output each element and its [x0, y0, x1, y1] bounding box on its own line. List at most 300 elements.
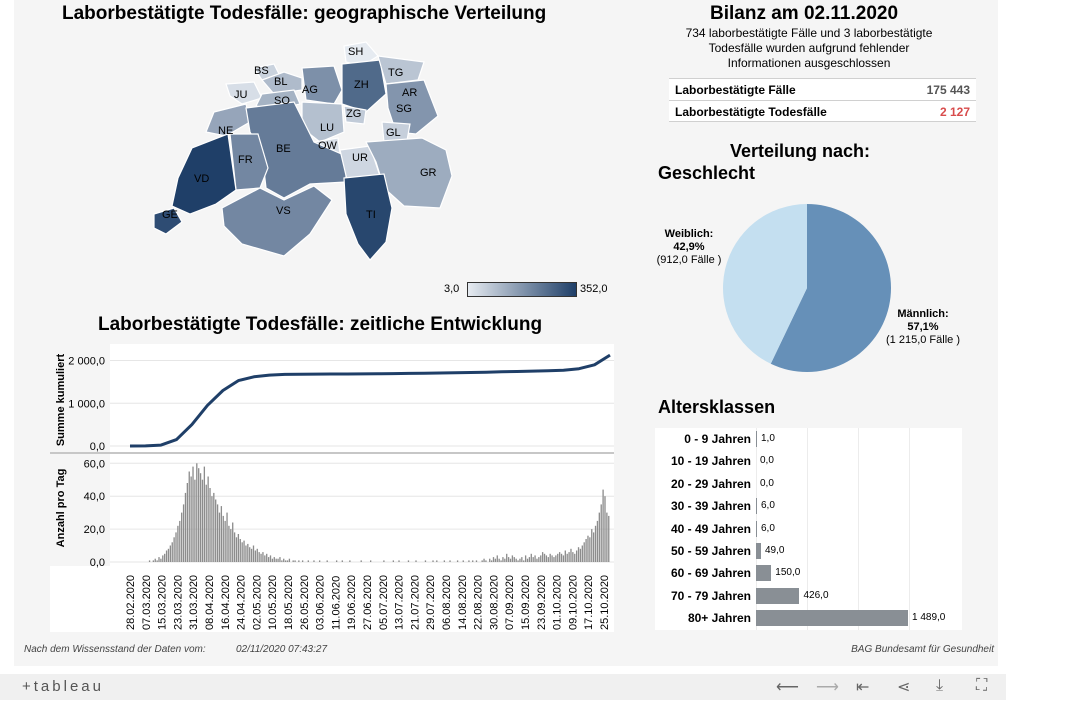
daily-bar[interactable]	[578, 547, 579, 562]
daily-tick-label: 20,0	[83, 524, 105, 537]
tableau-toolbar	[0, 674, 1006, 700]
daily-bar[interactable]	[198, 468, 199, 562]
daily-bar[interactable]	[457, 560, 458, 562]
daily-bar[interactable]	[272, 559, 273, 562]
daily-bar[interactable]	[187, 483, 188, 562]
daily-bar[interactable]	[587, 536, 588, 562]
date-tick-label: 29.07.2020	[425, 574, 438, 630]
age-gridline	[858, 428, 859, 630]
daily-bar[interactable]	[415, 560, 416, 562]
download-icon[interactable]: ⤓	[936, 677, 944, 694]
daily-bar[interactable]	[468, 560, 469, 562]
canton-label: GR	[420, 167, 437, 179]
daily-bar[interactable]	[232, 523, 233, 563]
age-label: 40 - 49 Jahren	[670, 521, 751, 536]
daily-bar[interactable]	[179, 521, 180, 562]
daily-bar[interactable]	[166, 551, 167, 563]
cum-ylabel: Summe kumuliert	[55, 353, 67, 447]
female-count: (912,0 Fälle )	[656, 254, 722, 266]
age-value: 0,0	[760, 455, 774, 467]
age-label: 30 - 39 Jahren	[670, 499, 751, 514]
daily-bar[interactable]	[533, 557, 534, 562]
daily-bar[interactable]	[172, 542, 173, 562]
daily-bar[interactable]	[206, 485, 207, 562]
daily-bar[interactable]	[219, 513, 220, 562]
canton-label: VS	[276, 205, 291, 217]
daily-bar[interactable]	[510, 559, 511, 562]
daily-ylabel: Anzahl pro Tag	[55, 468, 67, 548]
male-count: (1 215,0 Fälle )	[886, 334, 960, 346]
daily-bar[interactable]	[512, 555, 513, 562]
daily-bar[interactable]	[463, 560, 464, 562]
age-label: 60 - 69 Jahren	[670, 566, 751, 581]
date-tick-label: 09.10.2020	[567, 574, 580, 630]
daily-bar[interactable]	[563, 555, 564, 562]
daily-bar[interactable]	[444, 560, 445, 562]
age-value: 426,0	[803, 589, 829, 601]
daily-bar[interactable]	[585, 539, 586, 562]
age-value: 1 489,0	[912, 612, 946, 624]
daily-bar[interactable]	[336, 560, 337, 562]
summary-note-line2: Todesfälle wurden aufgrund fehlender	[708, 41, 910, 55]
daily-bar[interactable]	[504, 559, 505, 562]
daily-bar[interactable]	[255, 551, 256, 563]
canton-label: TG	[388, 67, 404, 79]
age-label: 50 - 59 Jahren	[670, 544, 751, 558]
daily-bar[interactable]	[519, 559, 520, 562]
daily-bar[interactable]	[249, 547, 250, 562]
date-tick-label: 05.07.2020	[377, 574, 390, 630]
daily-bar[interactable]	[260, 554, 261, 562]
date-tick-label: 16.04.2020	[219, 574, 232, 630]
daily-bar[interactable]	[500, 560, 501, 562]
daily-bar[interactable]	[502, 557, 503, 562]
daily-bar[interactable]	[557, 554, 558, 562]
daily-bar[interactable]	[192, 467, 193, 562]
age-label: 0 - 9 Jahren	[684, 432, 751, 446]
daily-bar[interactable]	[349, 560, 350, 562]
daily-bar[interactable]	[170, 546, 171, 563]
age-label: 20 - 29 Jahren	[670, 476, 751, 491]
canton-label: JU	[234, 89, 248, 101]
date-tick-label: 01.10.2020	[551, 574, 564, 630]
daily-bar[interactable]	[207, 477, 208, 563]
legend-max: 352,0	[580, 283, 608, 295]
date-tick-label: 15.03.2020	[156, 574, 169, 630]
daily-bar[interactable]	[181, 513, 182, 562]
daily-bar[interactable]	[245, 546, 246, 563]
age-bar[interactable]	[756, 610, 908, 626]
daily-bar[interactable]	[514, 557, 515, 562]
daily-bar[interactable]	[327, 560, 328, 562]
date-tick-label: 21.07.2020	[409, 574, 422, 630]
daily-bar[interactable]	[499, 559, 500, 562]
daily-bar[interactable]	[544, 554, 545, 562]
daily-bar[interactable]	[202, 480, 203, 562]
date-tick-label: 23.03.2020	[172, 574, 185, 630]
daily-bar[interactable]	[540, 555, 541, 562]
daily-bar[interactable]	[580, 549, 581, 562]
gender-title-line2: Geschlecht	[658, 163, 756, 183]
age-value: 49,0	[765, 545, 785, 556]
daily-bar[interactable]	[183, 504, 184, 562]
cum-tick-label: 1 000,0	[68, 398, 105, 411]
canton-label: UR	[352, 152, 368, 164]
cum-tick-label: 0,0	[89, 441, 105, 453]
daily-bar[interactable]	[559, 552, 560, 562]
daily-bar[interactable]	[567, 554, 568, 562]
daily-bar[interactable]	[213, 493, 214, 562]
footer-source: BAG Bundesamt für Gesundheit	[851, 644, 994, 655]
daily-bar[interactable]	[538, 557, 539, 562]
canton-label: FR	[238, 154, 253, 166]
date-tick-label: 07.09.2020	[504, 574, 517, 630]
date-tick-label: 23.09.2020	[535, 574, 548, 630]
date-tick-label: 15.09.2020	[520, 574, 532, 630]
cum-tick-label: 2 000,0	[68, 355, 105, 368]
footer-date-value: 02/11/2020 07:43:27	[236, 644, 328, 655]
date-tick-label: 27.06.2020	[362, 574, 374, 630]
date-tick-label: 19.06.2020	[346, 574, 359, 630]
canton-label: AR	[402, 87, 418, 99]
daily-bar[interactable]	[164, 554, 165, 562]
daily-bar[interactable]	[289, 559, 290, 562]
date-tick-label: 22.08.2020	[472, 574, 485, 630]
daily-bar[interactable]	[527, 559, 528, 562]
daily-bar[interactable]	[529, 557, 530, 562]
daily-bar[interactable]	[570, 549, 571, 562]
daily-bar[interactable]	[215, 500, 216, 563]
daily-bar[interactable]	[576, 551, 577, 563]
legend-min: 3,0	[444, 283, 460, 295]
daily-bar[interactable]	[608, 516, 609, 562]
age-label: 80+ Jahren	[687, 611, 751, 626]
daily-bar[interactable]	[572, 552, 573, 562]
daily-bar[interactable]	[177, 526, 178, 562]
daily-bar[interactable]	[228, 526, 229, 562]
daily-bar[interactable]	[196, 463, 197, 562]
daily-bar[interactable]	[223, 516, 224, 562]
male-name: Männlich:	[897, 308, 949, 320]
daily-bar[interactable]	[211, 496, 212, 562]
daily-bar[interactable]	[593, 532, 594, 562]
canton-label: NE	[218, 125, 234, 137]
age-value: 0,0	[760, 477, 774, 489]
age-bar[interactable]	[756, 543, 761, 559]
daily-bar[interactable]	[185, 493, 186, 562]
daily-bar[interactable]	[287, 560, 288, 562]
tableau-logo[interactable]: +tableau	[22, 678, 104, 695]
redo-icon[interactable]: ⟶	[816, 679, 839, 696]
age-gridline	[909, 428, 910, 630]
daily-bar[interactable]	[262, 552, 263, 562]
age-label: 10 - 19 Jahren	[670, 454, 751, 469]
daily-bar[interactable]	[550, 554, 551, 562]
daily-bar[interactable]	[276, 559, 277, 562]
daily-bar[interactable]	[298, 560, 299, 562]
age-bar[interactable]	[756, 565, 771, 581]
daily-bar[interactable]	[175, 532, 176, 562]
daily-bar[interactable]	[281, 560, 282, 562]
summary-note	[654, 26, 964, 71]
age-value: 6,0	[761, 522, 775, 534]
daily-bar[interactable]	[517, 560, 518, 562]
daily-bar[interactable]	[189, 472, 190, 563]
daily-bar[interactable]	[257, 549, 258, 562]
age-chart[interactable]	[655, 428, 962, 630]
daily-bar[interactable]	[264, 555, 265, 562]
daily-bar[interactable]	[568, 552, 569, 562]
daily-bar[interactable]	[525, 555, 526, 562]
date-tick-label: 17.10.2020	[583, 574, 596, 630]
daily-bar[interactable]	[601, 504, 602, 562]
footer-date-label: Nach dem Wissensstand der Daten vom:	[24, 644, 206, 655]
age-label: 70 - 79 Jahren	[670, 588, 751, 603]
age-bar[interactable]	[756, 431, 757, 447]
daily-bar[interactable]	[551, 555, 552, 562]
daily-bar[interactable]	[243, 541, 244, 562]
canton-label: BE	[276, 143, 291, 155]
daily-bar[interactable]	[542, 552, 543, 562]
daily-bar[interactable]	[274, 557, 275, 562]
daily-bar[interactable]	[190, 477, 191, 563]
daily-bar[interactable]	[523, 560, 524, 562]
daily-bar[interactable]	[553, 557, 554, 562]
daily-bar[interactable]	[156, 560, 157, 562]
daily-bar[interactable]	[370, 560, 371, 562]
daily-bar[interactable]	[149, 560, 150, 562]
date-tick-label: 02.05.2020	[251, 574, 264, 630]
daily-bar[interactable]	[302, 560, 303, 562]
daily-bar[interactable]	[546, 555, 547, 562]
daily-bar[interactable]	[408, 560, 409, 562]
daily-bar[interactable]	[516, 559, 517, 562]
daily-bar[interactable]	[432, 560, 433, 562]
color-legend	[467, 282, 577, 297]
daily-bar[interactable]	[251, 549, 252, 562]
daily-bar[interactable]	[155, 559, 156, 562]
daily-bar[interactable]	[200, 473, 201, 562]
daily-bar[interactable]	[224, 521, 225, 562]
switzerland-map[interactable]	[134, 38, 454, 266]
date-tick-label: 25.10.2020	[599, 574, 611, 630]
daily-bar[interactable]	[597, 521, 598, 562]
daily-bar[interactable]	[483, 559, 484, 562]
daily-bar[interactable]	[238, 534, 239, 562]
daily-bar[interactable]	[536, 559, 537, 562]
daily-bar[interactable]	[565, 551, 566, 563]
date-tick-label: 10.05.2020	[267, 574, 280, 630]
daily-bar[interactable]	[253, 546, 254, 563]
canton-label: OW	[318, 140, 337, 152]
daily-bar[interactable]	[279, 557, 280, 562]
male-pct: 57,1%	[907, 321, 939, 333]
daily-bar[interactable]	[531, 554, 532, 562]
daily-bar[interactable]	[485, 560, 486, 562]
canton-label: TI	[366, 209, 376, 221]
age-title: Altersklassen	[658, 397, 776, 417]
female-pct: 42,9%	[673, 241, 705, 253]
canton-label: SH	[348, 46, 364, 58]
daily-bar[interactable]	[294, 560, 295, 562]
date-tick-label: 18.05.2020	[283, 574, 295, 630]
timeline-title: Laborbestätigte Todesfälle: zeitliche Entwicklung	[98, 314, 543, 335]
age-value: 1,0	[761, 433, 775, 444]
date-tick-label: 07.03.2020	[140, 574, 153, 630]
daily-bar[interactable]	[506, 554, 507, 562]
daily-bar[interactable]	[153, 560, 154, 562]
age-value: 6,0	[761, 500, 775, 512]
daily-bar[interactable]	[497, 555, 498, 562]
daily-bar[interactable]	[313, 560, 314, 562]
daily-bar[interactable]	[584, 542, 585, 562]
daily-bar[interactable]	[604, 496, 605, 562]
daily-tick-label: 60,0	[83, 458, 105, 471]
canton-label: AG	[302, 84, 318, 96]
daily-bar[interactable]	[342, 560, 343, 562]
canton-vs[interactable]	[222, 186, 332, 256]
kpi-label: Laborbestätigte Fälle	[675, 83, 796, 97]
summary-note-line3: Informationen ausgeschlossen	[727, 56, 891, 70]
daily-bar[interactable]	[226, 513, 227, 562]
fullscreen-icon[interactable]: ⛶	[976, 677, 988, 694]
daily-bar[interactable]	[204, 467, 205, 562]
daily-bar[interactable]	[240, 539, 241, 562]
daily-bar[interactable]	[217, 504, 218, 562]
canton-label: ZG	[346, 108, 362, 120]
date-tick-label: 11.06.2020	[330, 575, 343, 630]
daily-bar[interactable]	[599, 513, 600, 562]
daily-bar[interactable]	[561, 554, 562, 562]
revert-icon[interactable]: ⇤	[856, 679, 870, 696]
daily-bar[interactable]	[242, 542, 243, 562]
daily-bar[interactable]	[160, 559, 161, 562]
daily-bar[interactable]	[277, 559, 278, 562]
daily-bar[interactable]	[606, 513, 607, 562]
age-value: 150,0	[775, 567, 801, 579]
daily-bar[interactable]	[285, 560, 286, 562]
age-bar[interactable]	[756, 588, 799, 604]
date-tick-label: 06.08.2020	[441, 574, 453, 630]
daily-bar[interactable]	[508, 557, 509, 562]
daily-bar[interactable]	[194, 480, 195, 562]
canton-label: SO	[274, 95, 290, 107]
daily-bar[interactable]	[591, 529, 592, 562]
age-bar[interactable]	[756, 521, 757, 537]
date-tick-label: 03.06.2020	[314, 574, 327, 630]
kpi-row-cases[interactable]	[669, 78, 976, 100]
daily-bar[interactable]	[489, 559, 490, 562]
canton-label: BS	[254, 65, 269, 77]
daily-bar[interactable]	[158, 557, 159, 562]
daily-bar[interactable]	[595, 526, 596, 562]
daily-bar[interactable]	[234, 532, 235, 562]
daily-bar[interactable]	[173, 537, 174, 562]
daily-bar[interactable]	[221, 506, 222, 562]
daily-bar[interactable]	[398, 560, 399, 562]
daily-bar[interactable]	[230, 529, 231, 562]
daily-tick-label: 40,0	[83, 491, 105, 504]
daily-bar[interactable]	[589, 537, 590, 562]
kpi-row-deaths[interactable]	[669, 100, 976, 122]
daily-bar[interactable]	[247, 544, 248, 562]
daily-bar[interactable]	[383, 560, 384, 562]
daily-bar[interactable]	[482, 560, 483, 562]
daily-bar[interactable]	[393, 560, 394, 562]
canton-label: ZH	[354, 79, 369, 91]
daily-bar[interactable]	[266, 554, 267, 562]
daily-bar[interactable]	[236, 537, 237, 562]
undo-icon[interactable]: ⟵	[776, 679, 799, 696]
daily-bar[interactable]	[293, 560, 294, 562]
daily-bar[interactable]	[476, 560, 477, 562]
dashboard	[14, 0, 998, 666]
daily-bar[interactable]	[283, 559, 284, 562]
date-tick-label: 08.04.2020	[204, 574, 216, 630]
daily-bar[interactable]	[521, 557, 522, 562]
daily-bar[interactable]	[491, 560, 492, 562]
daily-bar[interactable]	[493, 557, 494, 562]
date-tick-label: 13.07.2020	[393, 574, 406, 630]
canton-label: BL	[274, 76, 288, 88]
daily-bar[interactable]	[168, 549, 169, 562]
daily-bar[interactable]	[472, 560, 473, 562]
daily-tick-label: 0,0	[89, 557, 105, 569]
daily-bar[interactable]	[209, 488, 210, 562]
daily-bar[interactable]	[162, 555, 163, 562]
daily-bar[interactable]	[555, 555, 556, 562]
female-label	[654, 228, 724, 267]
summary-title: Bilanz am 02.11.2020	[710, 3, 899, 24]
male-label	[880, 308, 966, 347]
daily-bar[interactable]	[268, 557, 269, 562]
daily-bar[interactable]	[574, 554, 575, 562]
daily-bar[interactable]	[534, 555, 535, 562]
kpi-table	[669, 78, 976, 122]
share-icon[interactable]: ⋖	[897, 679, 911, 696]
date-tick-label: 31.03.2020	[188, 574, 201, 630]
canton-label: GL	[386, 127, 401, 139]
daily-bar[interactable]	[449, 560, 450, 562]
timeline-chart[interactable]	[50, 344, 616, 632]
daily-bar[interactable]	[602, 490, 603, 562]
daily-bar[interactable]	[361, 560, 362, 562]
date-tick-label: 14.08.2020	[456, 574, 469, 630]
gender-title-line1: Verteilung nach:	[730, 141, 871, 161]
daily-bar[interactable]	[425, 560, 426, 562]
daily-bar[interactable]	[582, 546, 583, 563]
date-tick-label: 30.08.2020	[488, 574, 501, 630]
canton-label: VD	[194, 173, 210, 185]
canton-label: LU	[320, 122, 335, 134]
daily-bar[interactable]	[495, 559, 496, 562]
date-tick-label: 26.05.2020	[298, 574, 311, 630]
map-title: Laborbestätigte Todesfälle: geographische Verteilung	[62, 3, 547, 24]
female-name: Weiblich:	[664, 228, 714, 240]
daily-bar[interactable]	[436, 560, 437, 562]
canton-label: SG	[396, 103, 412, 115]
daily-bar[interactable]	[319, 560, 320, 562]
age-bar[interactable]	[756, 498, 757, 514]
daily-bar[interactable]	[259, 552, 260, 562]
gender-pie[interactable]	[722, 203, 892, 373]
daily-bar[interactable]	[308, 560, 309, 562]
daily-bar[interactable]	[548, 557, 549, 562]
kpi-value: 175 443	[926, 83, 970, 97]
daily-bar[interactable]	[270, 555, 271, 562]
kpi-label: Laborbestätigte Todesfälle	[675, 105, 827, 119]
kpi-value: 2 127	[939, 105, 970, 119]
